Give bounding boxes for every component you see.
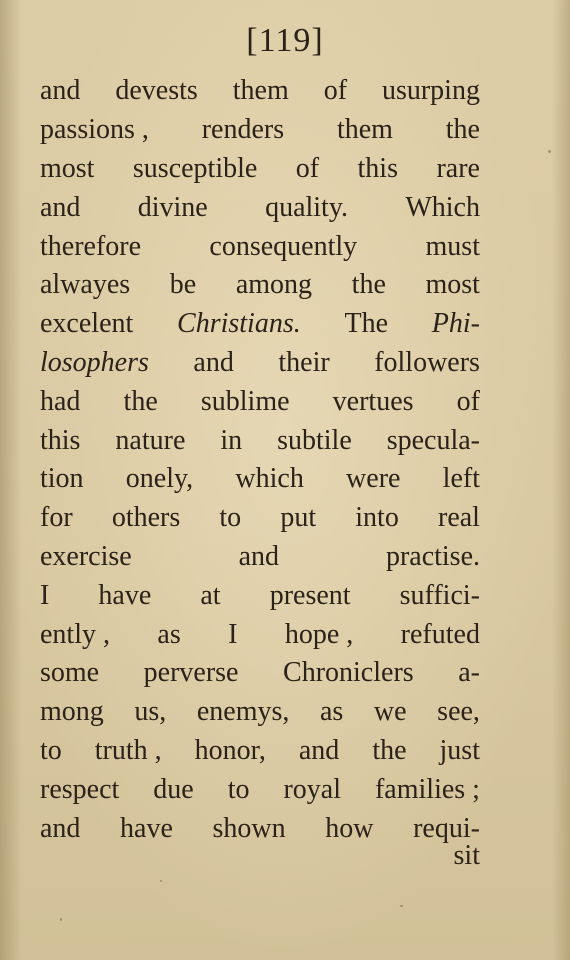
word: us, <box>134 696 167 728</box>
word: most <box>425 269 480 301</box>
word: be <box>169 269 197 301</box>
word: requi- <box>413 812 480 844</box>
word: followers <box>374 346 480 378</box>
word: divine <box>137 191 208 223</box>
word: the <box>123 385 158 417</box>
word: refuted <box>400 618 480 650</box>
word: present <box>269 579 351 611</box>
word: them <box>336 114 393 146</box>
text-line <box>40 344 480 383</box>
text-line <box>40 615 480 654</box>
word: the <box>351 269 386 301</box>
text-line <box>40 732 480 771</box>
word: ently , <box>40 618 110 650</box>
text-line <box>40 809 480 848</box>
text-line <box>40 421 480 460</box>
word: others <box>111 502 181 534</box>
word: mong <box>40 696 104 728</box>
word: sublime <box>200 385 290 417</box>
text-line <box>40 227 480 266</box>
word: for <box>40 502 73 534</box>
word: have <box>98 579 152 611</box>
word: the <box>372 734 407 766</box>
word: and <box>193 346 234 378</box>
word: therefore <box>40 230 142 262</box>
word: Phi- <box>431 308 480 340</box>
word: subtile <box>277 424 352 456</box>
word: as <box>320 696 344 728</box>
text-line <box>40 538 480 577</box>
word: see, <box>437 696 480 728</box>
word: Which <box>405 191 480 223</box>
word: a- <box>458 657 480 689</box>
word: nature <box>115 424 186 456</box>
word: usurping <box>381 75 480 107</box>
text-line <box>40 654 480 693</box>
word: Christians. <box>177 308 301 340</box>
word: losophers <box>40 346 149 378</box>
text-line <box>40 72 480 111</box>
word: I <box>228 618 238 650</box>
text-line <box>40 382 480 421</box>
text-line <box>40 111 480 150</box>
text-line <box>40 460 480 499</box>
word: this <box>40 424 81 456</box>
word: practise. <box>385 540 480 572</box>
word: families ; <box>374 773 480 805</box>
word: and <box>40 191 81 223</box>
word: among <box>235 269 313 301</box>
page-number: [119] <box>246 22 324 59</box>
paper-speck <box>548 150 551 153</box>
word: excelent <box>40 308 134 340</box>
word: and <box>238 540 280 572</box>
word: them <box>232 75 289 107</box>
text-line <box>40 266 480 305</box>
word: in <box>220 424 243 456</box>
word: of <box>456 385 480 417</box>
word: I <box>40 579 50 611</box>
word: and <box>40 75 81 107</box>
word: must <box>425 230 480 262</box>
word: The <box>344 308 389 340</box>
text-line <box>40 305 480 344</box>
word: as <box>157 618 181 650</box>
word: enemys, <box>196 696 290 728</box>
catchword: sit <box>453 840 480 871</box>
text-line <box>40 499 480 538</box>
word: exercise <box>40 540 132 572</box>
text-line <box>40 576 480 615</box>
word: Chroniclers <box>283 657 414 689</box>
word: the <box>445 114 480 146</box>
paper-speck <box>60 918 62 921</box>
word: respect <box>40 773 120 805</box>
word: suffici- <box>399 579 480 611</box>
text-line <box>40 150 480 189</box>
text-line <box>40 188 480 227</box>
text-line <box>40 770 480 809</box>
word: how <box>325 812 374 844</box>
word: consequently <box>209 230 358 262</box>
word: to <box>227 773 250 805</box>
word: royal <box>283 773 341 805</box>
word: we <box>373 696 407 728</box>
word: of <box>323 75 348 107</box>
word: tion <box>40 463 84 495</box>
word: truth , <box>94 734 162 766</box>
word: to <box>40 734 62 766</box>
word: alwayes <box>40 269 131 301</box>
text-line <box>40 693 480 732</box>
word: onely, <box>125 463 194 495</box>
word: have <box>120 812 173 844</box>
word: at <box>200 579 221 611</box>
word: susceptible <box>132 152 258 184</box>
word: honor, <box>194 734 266 766</box>
word: quality. <box>265 191 349 223</box>
word: their <box>278 346 330 378</box>
word: left <box>442 463 480 495</box>
word: into <box>355 502 399 534</box>
word: hope , <box>284 618 354 650</box>
word: of <box>295 152 320 184</box>
word: and <box>298 734 340 766</box>
paper-speck <box>400 905 403 907</box>
word: specula- <box>386 424 480 456</box>
word: passions , <box>40 114 149 146</box>
word: put <box>280 502 317 534</box>
word: this <box>357 152 398 184</box>
word: most <box>40 152 95 184</box>
word: real <box>438 502 480 534</box>
word: renders <box>201 114 285 146</box>
word: which <box>235 463 304 495</box>
word: just <box>439 734 480 766</box>
word: had <box>40 385 81 417</box>
word: some <box>40 657 100 689</box>
word: vertues <box>332 385 414 417</box>
word: devests <box>115 75 198 107</box>
word: were <box>346 463 401 495</box>
word: shown <box>212 812 286 844</box>
word: to <box>219 502 242 534</box>
word: rare <box>436 152 480 184</box>
body-text <box>40 72 480 848</box>
paper-speck <box>160 880 162 882</box>
word: due <box>153 773 194 805</box>
word: and <box>40 812 81 844</box>
word: perverse <box>143 657 239 689</box>
